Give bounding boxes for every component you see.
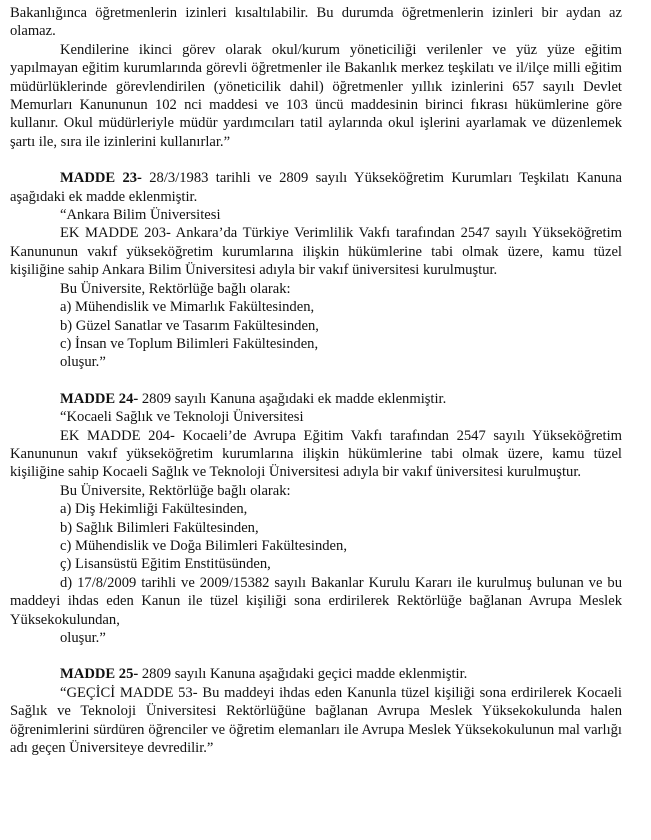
article-23-text: 28/3/1983 tarihli ve 2809 sayılı Yükseköğretim Kurumları Teşkilatı Kanuna aşağıdaki ek madde eklenmiştir. bbox=[10, 170, 622, 205]
article-23-list-intro: Bu Üniversite, Rektörlüğe bağlı olarak: bbox=[60, 280, 291, 297]
list-item: a) Mühendislik ve Mimarlık Fakültesinden, bbox=[60, 299, 315, 316]
article-24-university-title: “Kocaeli Sağlık ve Teknoloji Üniversitesi bbox=[60, 409, 304, 426]
article-24-ek-madde: EK MADDE 204- Kocaeli’de Avrupa Eğitim Vakfı tarafından 2547 sayılı Yükseköğretim Kanununun vakıf yükseköğretim kurumlarına ilişkin hükümlerine tabi olmak üzere, kamu tüzel kişiliğine sahip Kocaeli Sağlık ve Teknoloji Üniversitesi adıyla bir vakıf üniversitesi kurulmuştur. bbox=[10, 427, 622, 481]
list-item: c) Mühendislik ve Doğa Bilimleri Fakültesinden, bbox=[60, 537, 347, 554]
list-item: oluşur.” bbox=[60, 354, 106, 371]
article-25 bbox=[10, 665, 622, 683]
list-item: c) İnsan ve Toplum Bilimleri Fakültesinden, bbox=[60, 335, 319, 352]
article-23-university-title: “Ankara Bilim Üniversitesi bbox=[60, 207, 221, 224]
article-25-gecici-madde: “GEÇİCİ MADDE 53- Bu maddeyi ihdas eden Kanunla tüzel kişiliği sona erdirilerek Kocaeli Sağlık ve Teknoloji Üniversitesi Rektörlüğüne bağlanan Avrupa Meslek Yüksekokulunda halen öğrenimlerini sürdüren öğrenciler ve öğretim elemanları ile Avrupa Meslek Yüksekokulunun mal varlığı adı geçen Üniversiteye devredilir.” bbox=[10, 684, 622, 757]
article-24-list-intro: Bu Üniversite, Rektörlüğe bağlı olarak: bbox=[60, 482, 291, 499]
list-item: b) Güzel Sanatlar ve Tasarım Fakültesinden, bbox=[60, 317, 319, 334]
article-24-end: oluşur.” bbox=[60, 630, 106, 646]
article-23-heading: MADDE 23- bbox=[60, 170, 142, 187]
article-24-text: 2809 sayılı Kanuna aşağıdaki ek madde eklenmiştir. bbox=[138, 390, 447, 407]
article-25-heading: MADDE 25- bbox=[60, 666, 139, 683]
article-25-text: 2809 sayılı Kanuna aşağıdaki geçici madde eklenmiştir. bbox=[138, 666, 468, 683]
article-24 bbox=[10, 390, 622, 408]
document-page bbox=[10, 4, 622, 757]
list-item: a) Diş Hekimliği Fakültesinden, bbox=[60, 501, 248, 518]
paragraph-secondary-duty-leave: Kendilerine ikinci görev olarak okul/kurum yöneticiliği verilenler ve yüz yüze eğitim yapılmayan eğitim kurumlarında görevli öğretmenler ile Bakanlık merkez teşkilatı ve il/ilçe milli eğitim müdürlüklerinde görevlendirilen (yöneticilik dahil) öğretmenler yıllık izinlerini 657 sayılı Devlet Memurları Kanununun 102 nci maddesi ve 103 üncü maddesinin birinci fıkrası hükümlerine göre kullanır. Okul müdürleriyle müdür yardımcıları tatil aylarında okul işlerini ayarlamak ve düzenlemek şartı ile, sıra ile izinlerini kullanırlar.” bbox=[10, 41, 622, 150]
article-23 bbox=[10, 169, 622, 206]
list-item: b) Sağlık Bilimleri Fakültesinden, bbox=[60, 519, 259, 536]
paragraph-leave-shortening: Bakanlığınca öğretmenlerin izinleri kısaltılabilir. Bu durumda öğretmenlerin izinleri bir aydan az olamaz. bbox=[10, 5, 622, 40]
list-item: d) 17/8/2009 tarihli ve 2009/15382 sayılı Bakanlar Kurulu Kararı ile kurulmuş bulunan ve bu maddeyi ihdas eden Kanun ile tüzel kişiliği sona erdirilerek Rektörlüğe bağlanan Avrupa Meslek Yüksekokulundan, bbox=[10, 574, 622, 628]
list-item: ç) Lisansüstü Eğitim Enstitüsünden, bbox=[60, 556, 271, 573]
article-23-ek-madde: EK MADDE 203- Ankara’da Türkiye Verimlilik Vakfı tarafından 2547 sayılı Yükseköğretim Kanununun vakıf yükseköğretim kurumlarına ilişkin hükümlerine tabi olmak üzere, kamu tüzel kişiliğine sahip Ankara Bilim Üniversitesi adıyla bir vakıf üniversitesi kurulmuştur. bbox=[10, 225, 622, 279]
article-24-heading: MADDE 24- bbox=[60, 390, 139, 407]
